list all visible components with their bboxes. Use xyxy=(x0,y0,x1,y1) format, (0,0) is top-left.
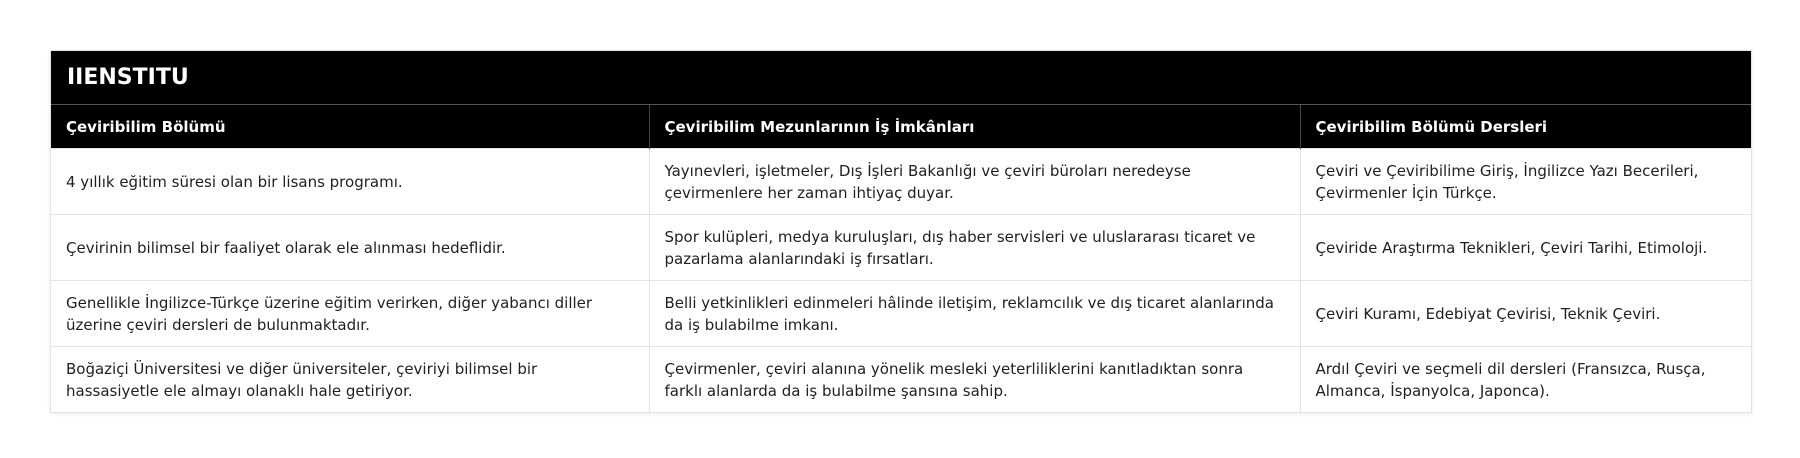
column-header-department: Çeviribilim Bölümü xyxy=(51,105,649,149)
table-cell: Çeviride Araştırma Teknikleri, Çeviri Tarihi, Etimoloji. xyxy=(1300,215,1751,281)
table-cell: Çevirinin bilimsel bir faaliyet olarak ele alınması hedeflidir. xyxy=(51,215,649,281)
table-cell: Ardıl Çeviri ve seçmeli dil dersleri (Fransızca, Rusça, Almanca, İspanyolca, Japonca). xyxy=(1300,347,1751,413)
table-body xyxy=(51,149,1751,413)
column-header-courses: Çeviribilim Bölümü Dersleri xyxy=(1300,105,1751,149)
table-cell: Genellikle İngilizce-Türkçe üzerine eğitim verirken, diğer yabancı diller üzerine çeviri dersleri de bulunmaktadır. xyxy=(51,281,649,347)
table-cell: Çeviri Kuramı, Edebiyat Çevirisi, Teknik Çeviri. xyxy=(1300,281,1751,347)
comparison-table xyxy=(51,105,1751,412)
brand-title: IIENSTITU xyxy=(51,51,1751,105)
table-row xyxy=(51,215,1751,281)
table-row xyxy=(51,149,1751,215)
table-cell: Belli yetkinlikleri edinmeleri hâlinde iletişim, reklamcılık ve dış ticaret alanlarında da iş bulabilme imkanı. xyxy=(649,281,1300,347)
content-table-card xyxy=(50,50,1752,413)
table-row xyxy=(51,347,1751,413)
table-cell: Yayınevleri, işletmeler, Dış İşleri Bakanlığı ve çeviri büroları neredeyse çevirmenlere her zaman ihtiyaç duyar. xyxy=(649,149,1300,215)
table-cell: Çevirmenler, çeviri alanına yönelik mesleki yeterliliklerini kanıtladıktan sonra farklı alanlarda da iş bulabilme şansına sahip. xyxy=(649,347,1300,413)
table-cell: Çeviri ve Çeviribilime Giriş, İngilizce Yazı Becerileri, Çevirmenler İçin Türkçe. xyxy=(1300,149,1751,215)
table-cell: 4 yıllık eğitim süresi olan bir lisans programı. xyxy=(51,149,649,215)
header-row xyxy=(51,105,1751,149)
column-header-job-opportunities: Çeviribilim Mezunlarının İş İmkânları xyxy=(649,105,1300,149)
table-header xyxy=(51,105,1751,149)
table-cell: Boğaziçi Üniversitesi ve diğer üniversiteler, çeviriyi bilimsel bir hassasiyetle ele almayı olanaklı hale getiriyor. xyxy=(51,347,649,413)
table-row xyxy=(51,281,1751,347)
table-cell: Spor kulüpleri, medya kuruluşları, dış haber servisleri ve uluslararası ticaret ve pazarlama alanlarındaki iş fırsatları. xyxy=(649,215,1300,281)
